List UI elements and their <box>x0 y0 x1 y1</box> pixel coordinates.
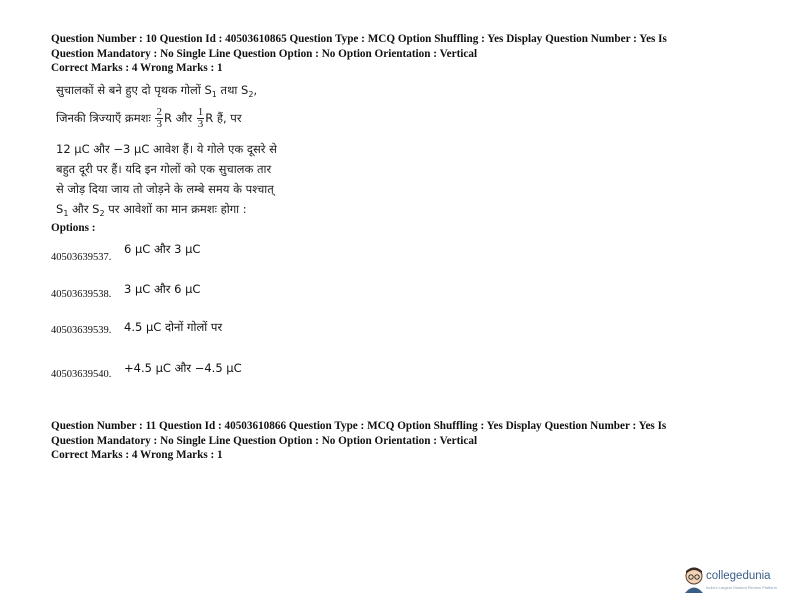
option-id: 40503639538. <box>51 289 112 300</box>
option-id: 40503639540. <box>51 369 112 380</box>
question-line-6: $S_1$ और $S_2$ पर आवेशों का मान क्रमशः होगा : <box>56 202 247 218</box>
question-line-3: 12 μC और −3 μC आवेश हैं। ये गोले एक दूसरे से <box>56 142 277 156</box>
question-10-marks: Correct Marks : 4 Wrong Marks : 1 <box>51 62 223 74</box>
option-id: 40503639537. <box>51 252 112 263</box>
question-line-2: जिनकी त्रिज्याएँ क्रमशः $\frac{2}{3}$ R और $\frac{1}{3}$ R हैं, पर <box>56 106 242 130</box>
question-line-5: से जोड़ दिया जाय तो जोड़ने के लम्बे समय के पश्चात् <box>56 182 274 196</box>
collegedunia-logo <box>682 566 782 596</box>
option-text: 4.5 μC दोनों गोलों पर <box>124 320 223 334</box>
option-text: 6 μC और 3 μC <box>124 242 201 256</box>
options-label: Options : <box>51 222 96 234</box>
fraction-two-thirds: $\frac{2}{3}$ <box>156 106 162 130</box>
question-10-header <box>51 32 751 76</box>
question-11-marks: Correct Marks : 4 Wrong Marks : 1 <box>51 449 223 461</box>
logo-tagline: India's Largest Student Review Platform <box>706 585 778 590</box>
student-mascot-icon <box>682 566 706 594</box>
question-11-meta-line-1: Question Number : 11 Question Id : 40503610866 Question Type : MCQ Option Shuffling : Yes Display Question Number : Yes Is <box>51 420 667 432</box>
question-11-meta-line-2: Question Mandatory : No Single Line Question Option : No Option Orientation : Vertical <box>51 434 478 447</box>
question-line-1: सुचालकों से बने हुए दो पृथक गोलों $S_1$ तथा $S_2$, <box>56 83 258 99</box>
question-11-header <box>51 419 751 463</box>
question-10-meta-line-1: Question Number : 10 Question Id : 40503610865 Question Type : MCQ Option Shuffling : Yes Display Question Number : Yes Is <box>51 33 667 45</box>
question-line-4: बहुत दूरी पर हैं। यदि इन गोलों को एक सुचालक तार <box>56 162 272 176</box>
fraction-one-third: $\frac{1}{3}$ <box>197 106 204 130</box>
question-10-meta-line-2: Question Mandatory : No Single Line Question Option : No Option Orientation : Vertical <box>51 47 478 60</box>
option-text: 3 μC और 6 μC <box>124 282 201 296</box>
logo-wordmark: collegedunia <box>706 570 771 582</box>
option-id: 40503639539. <box>51 325 112 336</box>
option-text: +4.5 μC और −4.5 μC <box>124 361 242 375</box>
